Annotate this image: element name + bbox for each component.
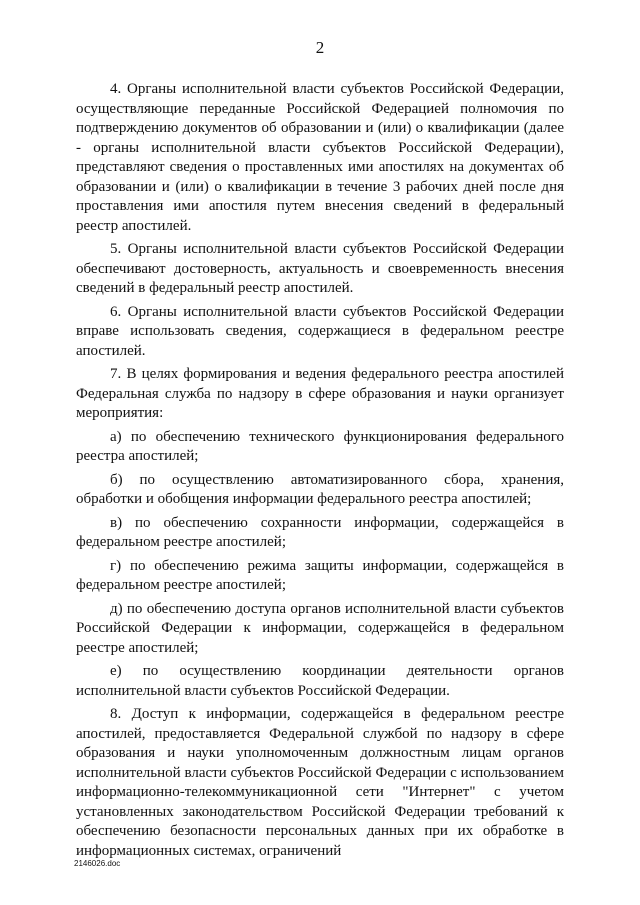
paragraph-5: 5. Органы исполнительной власти субъектов Российской Федерации обеспечивают достоверность, актуальность и своевременность внесения сведений в федеральный реестр апостилей.	[76, 241, 564, 296]
list-item-g: г) по обеспечению режима защиты информации, содержащейся в федеральном реестре апостилей;	[76, 557, 564, 593]
list-item-v: в) по обеспечению сохранности информации, содержащейся в федеральном реестре апостилей;	[76, 514, 564, 550]
paragraph-7: 7. В целях формирования и ведения федерального реестра апостилей Федеральная служба по надзору в сфере образования и науки организует мероприятия:	[76, 366, 564, 421]
paragraph-4: 4. Органы исполнительной власти субъектов Российской Федерации, осуществляющие переданные Российской Федерацией полномочия по подтверждению документов об образовании и (или) о квалификации (далее - органы исполнительной власти субъектов Российской Федерации), представляют сведения о проставленных ими апостилях на документах об образовании и (или) о квалификации в течение 3 рабочих дней после дня проставления ими апостиля путем внесения сведений в федеральный реестр апостилей.	[76, 81, 564, 234]
list-item-e: е) по осуществлению координации деятельности органов исполнительной власти субъектов Российской Федерации.	[76, 663, 564, 699]
list-item-d: д) по обеспечению доступа органов исполнительной власти субъектов Российской Федерации к информации, содержащейся в федеральном реестре апостилей;	[76, 600, 564, 656]
list-item-b: б) по осуществлению автоматизированного сбора, хранения, обработки и обобщения информации федерального реестра апостилей;	[76, 471, 564, 507]
document-body	[76, 80, 564, 865]
file-name-footer: 2146026.doc	[74, 859, 121, 868]
paragraph-6: 6. Органы исполнительной власти субъектов Российской Федерации вправе использовать сведения, содержащиеся в федеральном реестре апостилей.	[76, 303, 564, 359]
page-number: 2	[315, 38, 325, 57]
paragraph-8: 8. Доступ к информации, содержащейся в федеральном реестре апостилей, предоставляется Федеральной службой по надзору в сфере образования и науки уполномоченным должностным лицам органов исполнительной власти субъектов Российской Федерации с использованием информационно-телекоммуникационной сети "Интернет" с учетом установленных законодательством Российской Федерации требований к обеспечению безопасности персональных данных при их обработке в информационных системах, ограничений	[76, 706, 564, 859]
list-item-a: а) по обеспечению технического функционирования федерального реестра апостилей;	[76, 428, 564, 464]
